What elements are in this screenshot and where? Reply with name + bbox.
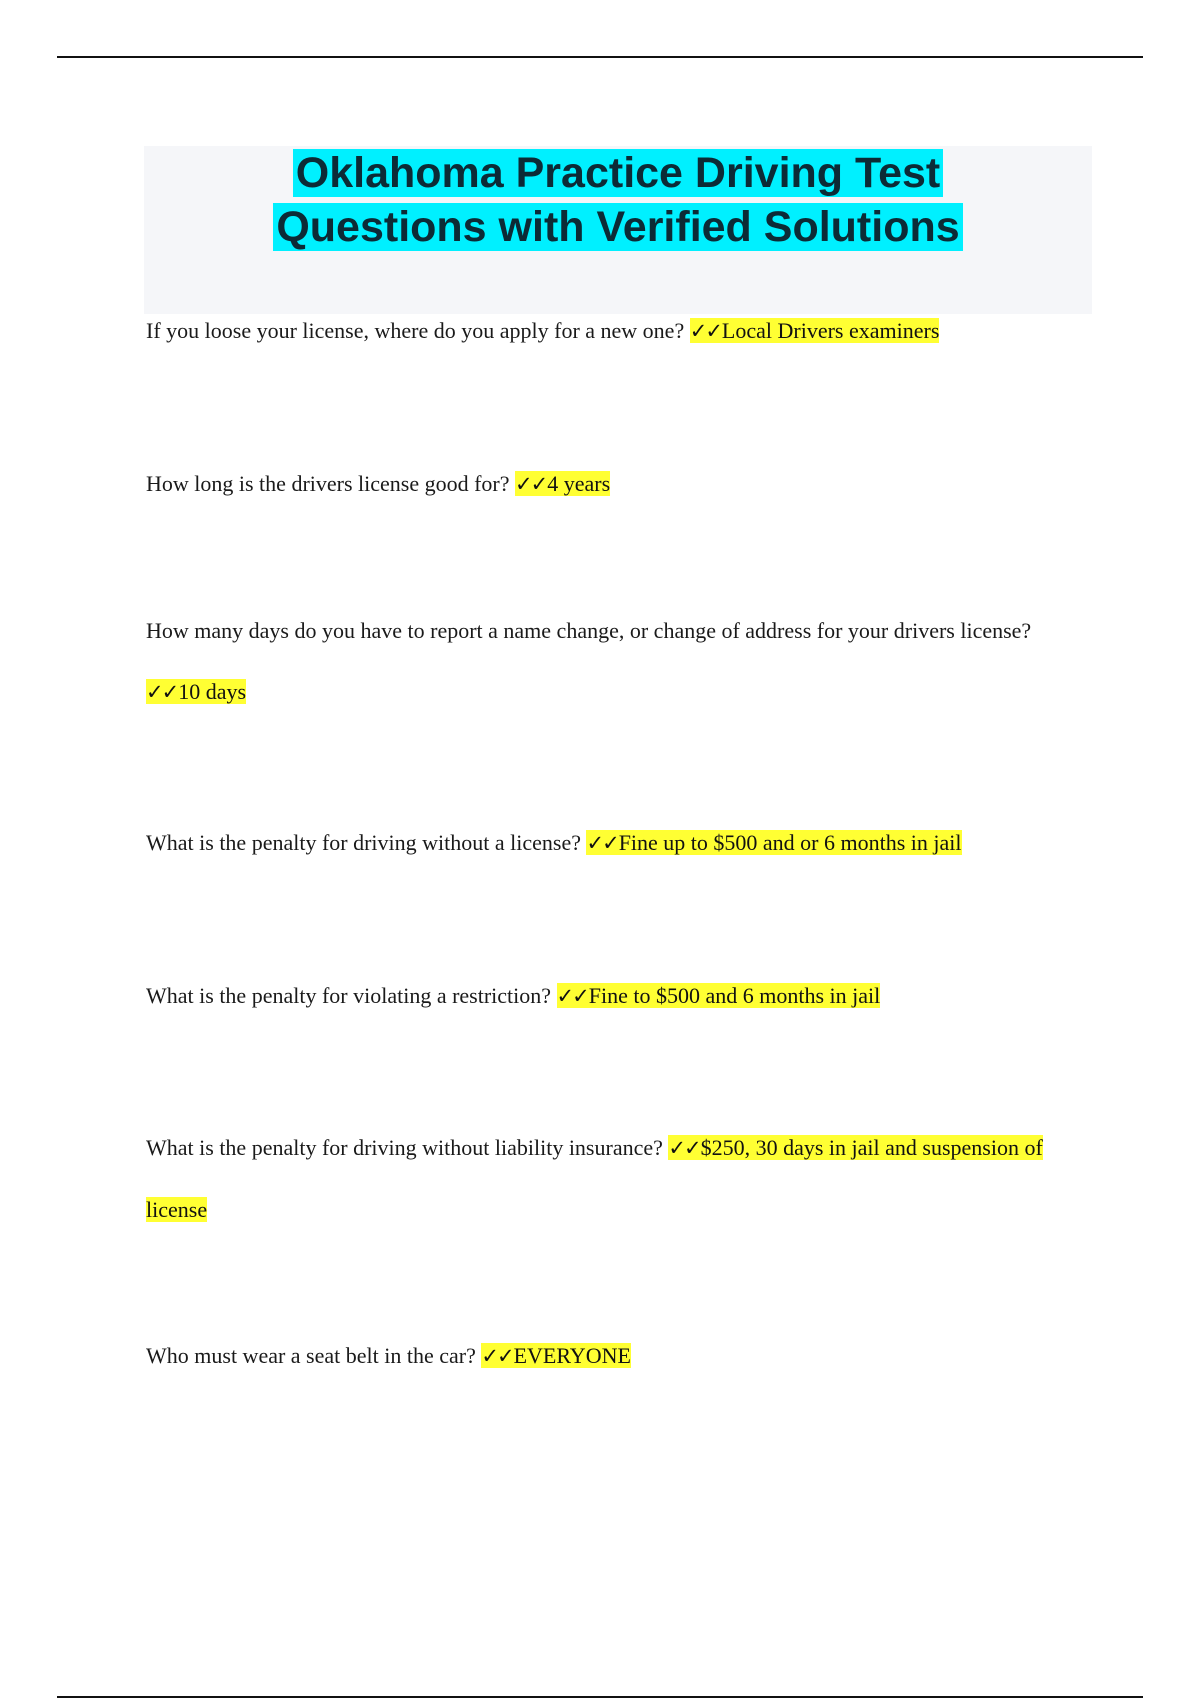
question-text: How long is the drivers license good for? [146,471,516,496]
answer-highlight [481,1343,631,1368]
question-text: What is the penalty for violating a restriction? [146,983,557,1008]
qa-item [146,812,1086,874]
answer-text: Local Drivers examiners [721,318,940,343]
title-block [144,146,1092,314]
check-icon: ✓✓ [689,319,721,343]
answer-text: Fine up to $500 and or 6 months in jail [618,830,962,855]
answer-highlight [557,983,881,1008]
answer-text: Fine to $500 and 6 months in jail [588,983,881,1008]
question-text: How many days do you have to report a name change, or change of address for your drivers license? [146,618,1032,643]
answer-text: $250, 30 days in jail and suspension of license [146,1135,1043,1222]
check-icon: ✓✓ [515,472,547,496]
qa-item [146,453,1086,515]
answer-highlight [586,830,961,855]
qa-item [146,300,1086,362]
question-text: If you loose your license, where do you apply for a new one? [146,318,690,343]
answer-highlight [515,471,610,496]
answer-text: 10 days [178,679,247,704]
answer-highlight [690,318,940,343]
qa-item [146,600,1086,723]
top-rule [57,56,1143,58]
question-text: What is the penalty for driving without a license? [146,830,587,855]
qa-item [146,1325,1086,1387]
question-text: What is the penalty for driving without liability insurance? [146,1135,669,1160]
check-icon: ✓✓ [481,1344,513,1368]
answer-highlight [146,679,246,704]
answer-text: 4 years [547,471,611,496]
bottom-rule [57,1696,1143,1698]
check-icon: ✓✓ [556,984,588,1008]
qa-item [146,1117,1086,1240]
title-line-2: Questions with Verified Solutions [144,200,1092,254]
qa-item [146,965,1086,1027]
check-icon: ✓✓ [146,680,178,704]
title-line-1: Oklahoma Practice Driving Test [144,146,1092,200]
question-text: Who must wear a seat belt in the car? [146,1343,482,1368]
check-icon: ✓✓ [668,1136,700,1160]
check-icon: ✓✓ [586,831,618,855]
answer-text: EVERYONE [513,1343,631,1368]
